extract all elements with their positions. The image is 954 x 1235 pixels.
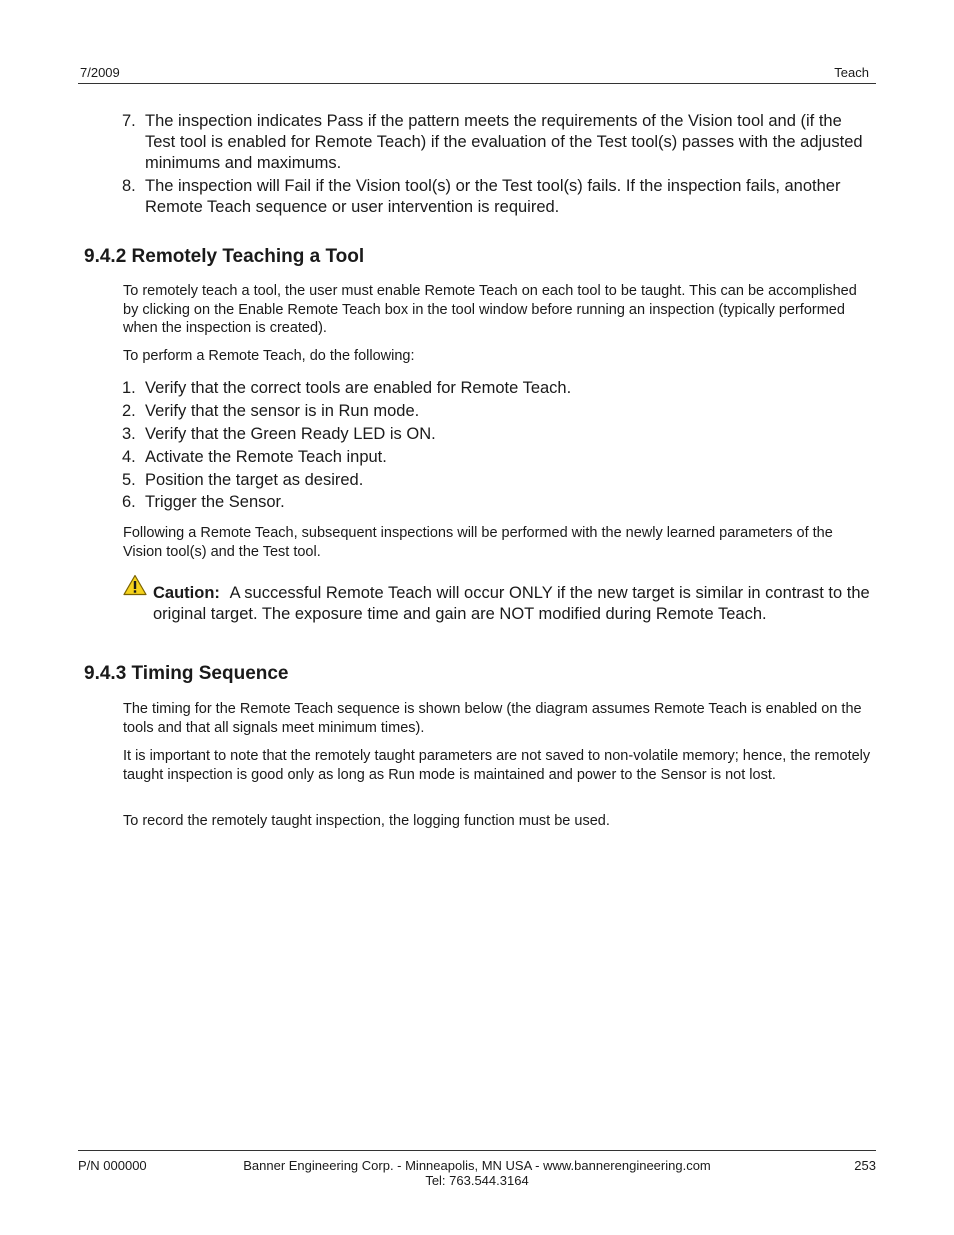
paragraph-following: Following a Remote Teach, subsequent inspections will be performed with the newly learned parameters of the Vision tool(s) and the Test tool. bbox=[123, 525, 833, 560]
list-item bbox=[122, 111, 872, 174]
paragraph-logging: To record the remotely taught inspection, the logging function must be used. bbox=[123, 813, 610, 829]
list-text: Verify that the sensor is in Run mode. bbox=[145, 402, 420, 420]
section-heading-942: 9.4.2 Remotely Teaching a Tool bbox=[84, 246, 365, 267]
caution-label: Caution: bbox=[153, 584, 220, 602]
list-item bbox=[122, 470, 872, 491]
footer-rule bbox=[78, 1150, 876, 1151]
list-text: Verify that the correct tools are enabled for Remote Teach. bbox=[145, 379, 572, 397]
list-number: 3. bbox=[122, 425, 136, 443]
footer-part-number: P/N 000000 bbox=[78, 1158, 147, 1173]
section-heading-943: 9.4.3 Timing Sequence bbox=[84, 663, 289, 684]
paragraph-timing: The timing for the Remote Teach sequence is shown below (the diagram assumes Remote Teach is enabled on the tools and that all signals meet minimum times). bbox=[123, 701, 862, 736]
list-text: The inspection will Fail if the Vision tool(s) or the Test tool(s) fails. If the inspection fails, another Remote Teach sequence or user intervention is required. bbox=[145, 177, 841, 216]
list-text: Verify that the Green Ready LED is ON. bbox=[145, 425, 436, 443]
paragraph-intro: To remotely teach a tool, the user must enable Remote Teach on each tool to be taught. This can be accomplished by clicking on the Enable Remote Teach box in the tool window before running an inspection (typically performed when the inspection is created). bbox=[123, 283, 857, 336]
list-number: 2. bbox=[122, 402, 136, 420]
list-text: Trigger the Sensor. bbox=[145, 493, 285, 511]
list-text: Position the target as desired. bbox=[145, 471, 364, 489]
caution-message: A successful Remote Teach will occur ONLY if the new target is similar in contrast to the original target. The exposure time and gain are NOT modified during Remote Teach. bbox=[153, 584, 870, 623]
list-item bbox=[122, 378, 872, 399]
list-item bbox=[122, 176, 872, 218]
list-number: 1. bbox=[122, 379, 136, 397]
list-item bbox=[122, 401, 872, 422]
list-text: The inspection indicates Pass if the pattern meets the requirements of the Vision tool and (if the Test tool is enabled for Remote Teach) if the evaluation of the Test tool(s) passes with the adjusted minimums and maximums. bbox=[145, 112, 863, 172]
header-date: 7/2009 bbox=[80, 65, 120, 80]
paragraph-lead: To perform a Remote Teach, do the following: bbox=[123, 348, 415, 364]
list-text: Activate the Remote Teach input. bbox=[145, 448, 387, 466]
list-number: 6. bbox=[122, 493, 136, 511]
list-item bbox=[122, 492, 872, 513]
list-item bbox=[122, 424, 872, 445]
footer-phone: Tel: 763.544.3164 bbox=[425, 1173, 529, 1188]
header-rule bbox=[78, 83, 876, 84]
list-number: 8. bbox=[122, 177, 136, 195]
list-item bbox=[122, 447, 872, 468]
list-number: 4. bbox=[122, 448, 136, 466]
page-number: 253 bbox=[854, 1158, 876, 1173]
warning-triangle-icon bbox=[123, 574, 147, 596]
header-section: Teach bbox=[834, 65, 869, 80]
list-number: 7. bbox=[122, 112, 136, 130]
caution-body bbox=[153, 583, 875, 625]
list-number: 5. bbox=[122, 471, 136, 489]
footer-company: Banner Engineering Corp. - Minneapolis, MN USA - www.bannerengineering.com bbox=[243, 1158, 711, 1173]
paragraph-volatile: It is important to note that the remotely taught parameters are not saved to non-volatile memory; hence, the remotely taught inspection is good only as long as Run mode is maintained and power to the Sensor is not lost. bbox=[123, 748, 871, 783]
